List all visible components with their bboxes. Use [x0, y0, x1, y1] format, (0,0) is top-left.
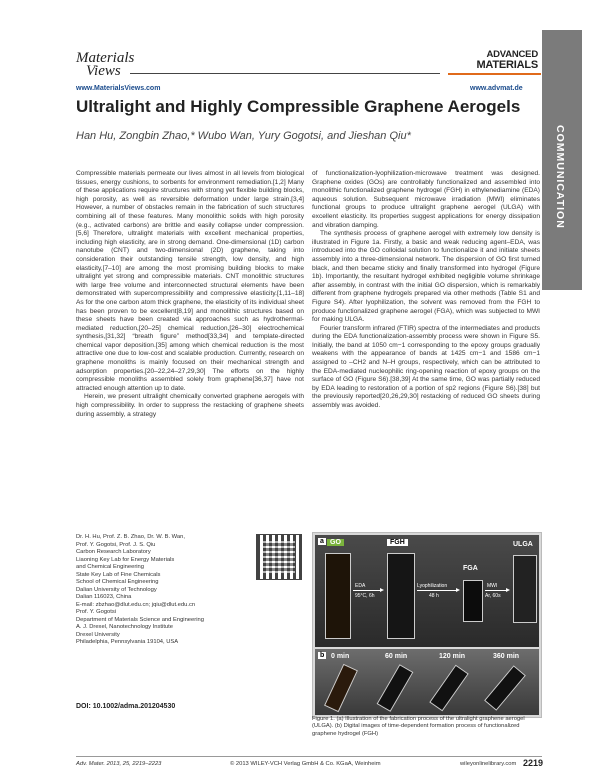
- tag-go: GO: [327, 539, 344, 546]
- journal-citation: Adv. Mater. 2013, 25, 2219–2223: [76, 761, 162, 767]
- advanced-materials-logo: [448, 50, 538, 70]
- time-label: 360 min: [493, 653, 520, 660]
- arrow-icon: [353, 590, 381, 591]
- affiliation-line: Prof. Y. Gogotsi, Prof. J. S. Qiu: [76, 541, 156, 548]
- panel-a-label: a: [320, 538, 324, 545]
- arrow-icon: [417, 590, 457, 591]
- figure-panel-a: [315, 535, 539, 647]
- affiliation-line: Liaoning Key Lab for Energy Materials: [76, 556, 175, 563]
- header-rule: [130, 73, 440, 74]
- vial-0min: [324, 664, 358, 712]
- affiliation-line: Prof. Y. Gogotsi: [76, 609, 117, 615]
- vial-60min: [377, 664, 414, 712]
- article-authors: Han Hu, Zongbin Zhao,* Wubo Wan, Yury Gogotsi, and Jieshan Qiu*: [76, 130, 411, 142]
- qr-code-icon[interactable]: [256, 534, 302, 580]
- affiliation-line: Dalian 116023, China: [76, 594, 132, 600]
- vial-120min: [429, 665, 468, 712]
- logo-right-line2: MATERIALS: [476, 59, 538, 71]
- step-mwi: MWI: [487, 583, 498, 589]
- logo-left-line2: Views: [86, 63, 121, 79]
- time-label: 120 min: [439, 653, 466, 660]
- tag-ulga: ULGA: [513, 541, 533, 548]
- paragraph: Fourier transform infrared (FTIR) spectra of the intermediates and products during the EDA functionalization-assembly process were shown in Figure S5. Initially, the band at 1050 cm−1 corresponding to the epoxy groups gradually weakens with the appearance of bands at 1425 cm−1 and 1586 cm−1 assigned to –CH2 and N–H groups, respectively, which can be attributed to the EDA-mediated nucleophilic ring-opening reaction of epoxy groups on the surface of GO (Figure S6).[38,39] At the same time, GO was partially reduced by EDA leading to restoration of a portion of sp2 regions (Figure S6).[38] but the previously reported[20,26,29,30] restacking of reduced GO sheets during assembly was avoided.: [312, 324, 540, 410]
- tag-fga: FGA: [463, 565, 478, 572]
- paragraph: Herein, we present ultralight chemically converted graphene aerogels with high compressibility. In order to suppress the restacking of graphene sheets during assembly, a strategy: [76, 393, 304, 418]
- paragraph: of functionalization-lyophilization-microwave treatment was designed. Graphene oxides (GOs) are controllably functionalized and assembled into monolithic functionalized graphene hydrogel (FGH) in ethylenediamine (EDA) aqueous solution. Subsequent microwave irradiation (MWI) eliminates functional groups to produce ultralight graphene aerogel (ULGA) with excellent elasticity. Its properties suggest applications for energy dissipation and vibration damping.: [312, 170, 540, 229]
- affiliation-line: State Key Lab of Fine Chemicals: [76, 571, 161, 578]
- section-tab-label: COMMUNICATION: [554, 125, 566, 229]
- fga-sample: [463, 580, 483, 622]
- affiliation-line: Department of Materials Science and Engineering: [76, 616, 204, 623]
- arrow-icon: [485, 590, 507, 591]
- panel-b-label: b: [320, 652, 325, 659]
- affiliation-line: A. J. Drexel, Nanotechnology Institute: [76, 624, 173, 630]
- body-right-column: [312, 170, 540, 411]
- paragraph: Compressible materials permeate our lives almost in all levels from biological tissues, energy cushions, to sorbents for environment remediation.[1,2] Many of these applications require structures with strong yet flexible building blocks, high porosity, as well as reversible deformation under large strain.[3,4] However, a number of obstacles remain in the fabrication of such structures combining all of these features. Many monolithic solids with high porosity (e.g., activated carbons) are brittle and easily collapse under compression.[5,6] Therefore, ultralight materials with excellent mechanical properties, including high elasticity, are in strong demand. One-dimensional (1D) carbon nanotube (CNT) and two-dimensional (2D) graphene, taking into consideration their outstanding tensile strength, low density, and high elasticity,[7–10] are among the most promising building blocks to make ultralight yet strong and compressible materials. CNT monolithic structures with large free volume and interconnected structural elements have been demonstrated with supercompressibility and compressive elasticity.[1,11–18] As for the one carbon atom thick graphene, the elasticity of its individual sheet has been proven to be excellent[8,19] and monolithic structures based on these sheets have been created via approaches such as hydrothermal-mediated reduction,[20–25] chemical reduction,[26–30] electrochemical synthesis,[31,32] “breath figure” method[33,34] and template-directed chemical vapor deposition.[35] among which chemical reduction is the most attractive one due to low-cost and scalable production. Currently, research on graphene monoliths is mainly focused on their mechanical strength and adsorption properties.[20–22,24–27,29,30] The efforts on the highly compressible monoliths assembled solely from graphene[36,37] have not attracted enough attention up to date.: [76, 170, 304, 392]
- page-number: 2219: [523, 758, 544, 768]
- paragraph: The synthesis process of graphene aerogel with extremely low density is illustrated in Figure 1a. Firstly, a basic and weak reducing agent–EDA, was introduced into the GO colloidal solution to functionalize it and initiate sheets assembly into a three-dimensional network. The dispersion of GO first turned black, and then became sticky and finally transformed into hydrogel (Figure 1b). Importantly, the resultant hydrogel exhibited negligible volume shrinkage after assembly, in contrast with the initial GO dispersion, which is remarkably different from graphene hydrogels prepared via other methods (Table S1 and Figure S4). After lyophilization, the solvent was removed from the FGH to produce functionalized graphene aerogel (FGA), which was subjected to MWI for making ULGA.: [312, 230, 540, 324]
- article-title: Ultralight and Highly Compressible Graphene Aerogels: [76, 97, 521, 116]
- vial-360min: [484, 665, 526, 711]
- fgh-vial: [387, 553, 415, 639]
- affiliation-line: Philadelphia, Pennsylvania 19104, USA: [76, 639, 179, 645]
- footer-rule: [76, 756, 542, 757]
- affiliation-line: School of Chemical Engineering: [76, 579, 159, 585]
- time-label: 60 min: [385, 653, 408, 660]
- go-vial: [325, 553, 351, 639]
- affiliation-line: Carbon Research Laboratory: [76, 549, 151, 555]
- affiliation-line: Drexel University: [76, 631, 120, 638]
- materials-views-url[interactable]: www.MaterialsViews.com: [76, 85, 161, 92]
- copyright: © 2013 WILEY-VCH Verlag GmbH & Co. KGaA, Weinheim: [230, 761, 381, 767]
- wiley-site-link[interactable]: wileyonlinelibrary.com: [460, 761, 517, 767]
- step-mwi-conditions: Ar, 60s: [485, 593, 501, 599]
- author-affiliations: [76, 534, 256, 647]
- step-lyophilization-conditions: 48 h: [429, 593, 439, 599]
- affiliation-line: Dr. H. Hu, Prof. Z. B. Zhao, Dr. W. B. Wan,: [76, 534, 185, 540]
- ulga-sample: [513, 555, 537, 623]
- doi[interactable]: DOI: 10.1002/adma.201204530: [76, 703, 176, 710]
- figure-panel-b: [315, 649, 539, 715]
- figure-caption: Figure 1. (a) Illustration of the fabrication process of the ultralight graphene aerogel (ULGA). (b) Digital images of time-dependent formation process of functionalized graphene hydrogel (FGH): [312, 716, 525, 737]
- logo-left-line1: Materials: [76, 50, 135, 66]
- affiliation-line: Dalian University of Technology: [76, 586, 157, 593]
- affiliation-line: E-mail: zbzhao@dlut.edu.cn; jqiu@dlut.edu.cn: [76, 601, 196, 608]
- figure-1: [312, 532, 542, 718]
- body-left-column: [76, 170, 304, 419]
- advmat-url[interactable]: www.advmat.de: [470, 85, 523, 92]
- logo-accent-rule: [448, 73, 541, 75]
- tag-fgh: FGH: [387, 539, 408, 546]
- logo-right-line1: ADVANCED: [486, 49, 538, 60]
- materials-views-logo: [76, 52, 134, 78]
- step-lyophilization: Lyophilization: [417, 583, 448, 589]
- time-label: 0 min: [331, 653, 350, 660]
- step-eda: EDA: [355, 583, 366, 589]
- section-tab: [542, 30, 582, 290]
- step-eda-conditions: 95°C, 6h: [355, 593, 375, 599]
- affiliation-line: and Chemical Engineering: [76, 564, 144, 570]
